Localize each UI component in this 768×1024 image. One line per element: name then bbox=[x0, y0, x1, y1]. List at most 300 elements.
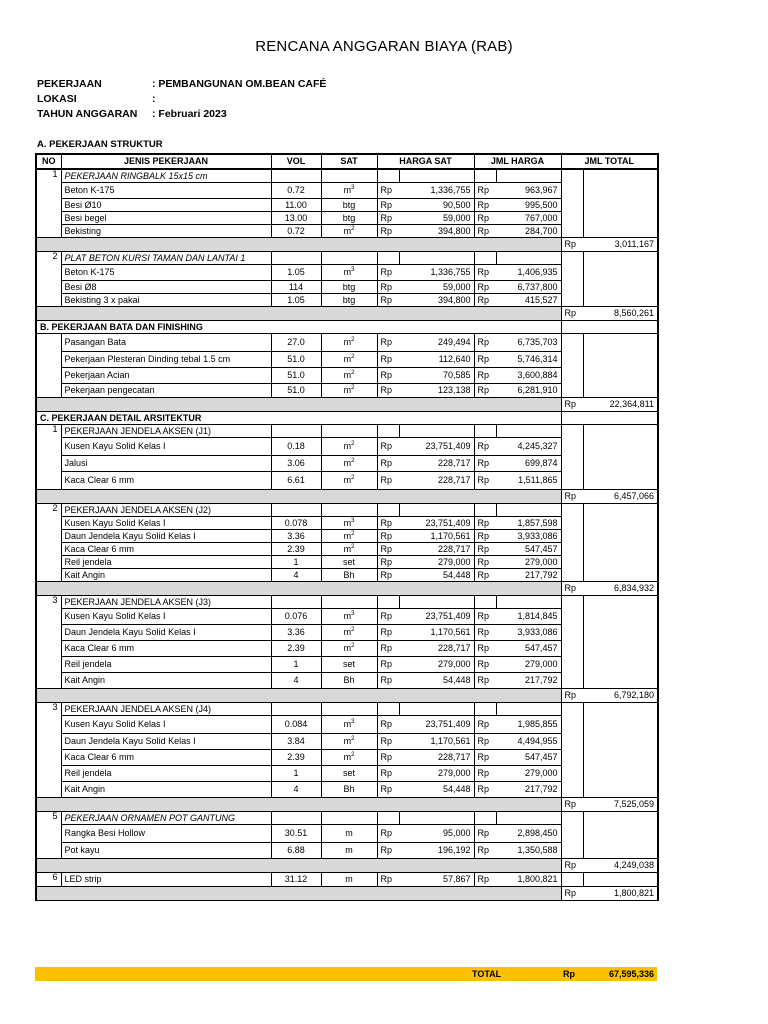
item-amount: 6,735,703 bbox=[496, 334, 561, 352]
subtotal-value: 6,834,932 bbox=[583, 582, 658, 596]
item-amount-currency: Rp bbox=[474, 843, 496, 859]
group-title: PEKERJAAN JENDELA AKSEN (J2) bbox=[61, 504, 271, 517]
item-volume: 51.0 bbox=[271, 368, 321, 384]
item-unit: Bh bbox=[321, 569, 377, 582]
item-price-currency: Rp bbox=[377, 609, 399, 625]
item-unit-price: 228,717 bbox=[399, 456, 474, 472]
group-number: 2 bbox=[36, 504, 61, 517]
blank-cell bbox=[377, 812, 399, 825]
grand-total-label: TOTAL bbox=[472, 969, 502, 979]
item-price-currency: Rp bbox=[377, 673, 399, 689]
header-jml-total: JML TOTAL bbox=[561, 154, 658, 169]
subtotal-value: 8,560,261 bbox=[583, 307, 658, 321]
subtotal-fill bbox=[36, 490, 561, 504]
item-amount: 279,000 bbox=[496, 556, 561, 569]
item-price-currency: Rp bbox=[377, 281, 399, 294]
subtotal-fill bbox=[36, 689, 561, 703]
item-row bbox=[36, 456, 658, 472]
total-blank bbox=[561, 504, 583, 517]
total-blank bbox=[583, 368, 658, 384]
total-blank bbox=[583, 384, 658, 398]
item-amount: 699,874 bbox=[496, 456, 561, 472]
subtotal-fill bbox=[36, 798, 561, 812]
group-number: 1 bbox=[36, 425, 61, 438]
total-blank bbox=[561, 716, 583, 734]
item-unit: set bbox=[321, 657, 377, 673]
subtotal-row bbox=[36, 307, 658, 321]
item-amount-currency: Rp bbox=[474, 873, 496, 887]
item-unit: $m^3$ bbox=[321, 183, 377, 199]
item-number bbox=[36, 716, 61, 734]
meta-value: : Februari 2023 bbox=[152, 108, 227, 120]
item-unit: set bbox=[321, 766, 377, 782]
subtotal-row bbox=[36, 887, 658, 901]
total-blank bbox=[561, 812, 583, 825]
blank-cell bbox=[321, 169, 377, 183]
item-number bbox=[36, 212, 61, 225]
item-price-currency: Rp bbox=[377, 843, 399, 859]
item-description: Daun Jendela Kayu Solid Kelas I bbox=[61, 530, 271, 543]
item-number bbox=[36, 641, 61, 657]
subtotal-currency: Rp bbox=[561, 582, 583, 596]
blank-cell bbox=[399, 252, 474, 265]
item-unit-price: 394,800 bbox=[399, 225, 474, 238]
item-price-currency: Rp bbox=[377, 766, 399, 782]
subtotal-value: 6,457,066 bbox=[583, 490, 658, 504]
item-unit-price: 1,336,755 bbox=[399, 183, 474, 199]
item-unit-price: 54,448 bbox=[399, 569, 474, 582]
item-number bbox=[36, 265, 61, 281]
item-number bbox=[36, 384, 61, 398]
item-unit-price: 249,494 bbox=[399, 334, 474, 352]
blank-cell bbox=[321, 504, 377, 517]
rab-table bbox=[35, 153, 659, 901]
item-unit-price: 196,192 bbox=[399, 843, 474, 859]
blank-cell bbox=[321, 703, 377, 716]
item-amount: 6,737,800 bbox=[496, 281, 561, 294]
total-blank bbox=[561, 843, 583, 859]
item-price-currency: Rp bbox=[377, 873, 399, 887]
total-blank bbox=[561, 873, 583, 887]
total-blank bbox=[561, 625, 583, 641]
item-description: Beton K-175 bbox=[61, 265, 271, 281]
section-title: B. PEKERJAAN BATA DAN FINISHING bbox=[36, 321, 561, 334]
item-amount: 3,600,884 bbox=[496, 368, 561, 384]
grand-total-bar bbox=[35, 967, 657, 981]
item-unit: $m^3$ bbox=[321, 265, 377, 281]
item-amount-currency: Rp bbox=[474, 750, 496, 766]
total-blank bbox=[583, 703, 658, 716]
item-volume: 2.39 bbox=[271, 750, 321, 766]
item-row bbox=[36, 368, 658, 384]
group-number: 5 bbox=[36, 812, 61, 825]
total-blank bbox=[583, 543, 658, 556]
item-amount: 547,457 bbox=[496, 750, 561, 766]
blank-cell bbox=[377, 252, 399, 265]
total-blank bbox=[561, 596, 583, 609]
total-blank bbox=[583, 825, 658, 843]
blank-cell bbox=[377, 425, 399, 438]
item-volume: 1 bbox=[271, 556, 321, 569]
item-number bbox=[36, 472, 61, 490]
item-unit: btg bbox=[321, 294, 377, 307]
item-number bbox=[36, 368, 61, 384]
subtotal-currency: Rp bbox=[561, 398, 583, 412]
group-title: PLAT BETON KURSI TAMAN DAN LANTAI 1 bbox=[61, 252, 271, 265]
item-description: Besi Ø8 bbox=[61, 281, 271, 294]
header-no: NO bbox=[36, 154, 61, 169]
subtotal-row bbox=[36, 859, 658, 873]
item-volume: 0.084 bbox=[271, 716, 321, 734]
item-amount: 1,800,821 bbox=[496, 873, 561, 887]
blank-cell bbox=[399, 169, 474, 183]
item-unit-price: 279,000 bbox=[399, 657, 474, 673]
item-unit-price: 57,867 bbox=[399, 873, 474, 887]
item-amount: 547,457 bbox=[496, 641, 561, 657]
blank-cell bbox=[474, 596, 496, 609]
total-blank bbox=[583, 265, 658, 281]
item-unit-price: 228,717 bbox=[399, 472, 474, 490]
total-blank bbox=[561, 703, 583, 716]
item-row bbox=[36, 641, 658, 657]
blank-cell bbox=[496, 252, 561, 265]
item-volume: 1 bbox=[271, 657, 321, 673]
blank-cell bbox=[399, 596, 474, 609]
group-header-row bbox=[36, 812, 658, 825]
total-blank bbox=[583, 334, 658, 352]
item-description: Kait Angin bbox=[61, 673, 271, 689]
total-blank bbox=[561, 334, 583, 352]
item-row bbox=[36, 384, 658, 398]
total-blank bbox=[561, 294, 583, 307]
item-description: Daun Jendela Kayu Solid Kelas I bbox=[61, 734, 271, 750]
meta-lokasi bbox=[37, 93, 156, 105]
item-number bbox=[36, 750, 61, 766]
group-title: PEKERJAAN JENDELA AKSEN (J4) bbox=[61, 703, 271, 716]
item-amount-currency: Rp bbox=[474, 334, 496, 352]
total-blank bbox=[561, 352, 583, 368]
total-blank bbox=[561, 472, 583, 490]
item-unit: $m^2$ bbox=[321, 456, 377, 472]
item-price-currency: Rp bbox=[377, 750, 399, 766]
total-blank bbox=[561, 252, 583, 265]
item-price-currency: Rp bbox=[377, 825, 399, 843]
item-price-currency: Rp bbox=[377, 368, 399, 384]
header-jml-harga: JML HARGA bbox=[474, 154, 561, 169]
total-blank bbox=[583, 734, 658, 750]
item-amount: 279,000 bbox=[496, 657, 561, 673]
total-blank bbox=[561, 412, 658, 425]
blank-cell bbox=[321, 596, 377, 609]
item-unit-price: 1,336,755 bbox=[399, 265, 474, 281]
section-row bbox=[36, 321, 658, 334]
item-amount-currency: Rp bbox=[474, 782, 496, 798]
subtotal-value: 7,525,059 bbox=[583, 798, 658, 812]
item-volume: 3.84 bbox=[271, 734, 321, 750]
item-number bbox=[36, 766, 61, 782]
blank-cell bbox=[321, 812, 377, 825]
blank-cell bbox=[271, 812, 321, 825]
blank-cell bbox=[496, 596, 561, 609]
grand-total-currency: Rp bbox=[563, 969, 575, 979]
item-price-currency: Rp bbox=[377, 517, 399, 530]
blank-cell bbox=[399, 425, 474, 438]
group-title: PEKERJAAN JENDELA AKSEN (J3) bbox=[61, 596, 271, 609]
item-row bbox=[36, 625, 658, 641]
total-blank bbox=[583, 766, 658, 782]
item-unit: $m^2$ bbox=[321, 438, 377, 456]
total-blank bbox=[561, 212, 583, 225]
total-blank bbox=[561, 641, 583, 657]
group-number: 3 bbox=[36, 703, 61, 716]
total-blank bbox=[561, 530, 583, 543]
subtotal-currency: Rp bbox=[561, 859, 583, 873]
item-unit-price: 228,717 bbox=[399, 641, 474, 657]
item-volume: 4 bbox=[271, 782, 321, 798]
blank-cell bbox=[321, 252, 377, 265]
item-number bbox=[36, 294, 61, 307]
item-amount-currency: Rp bbox=[474, 825, 496, 843]
total-blank bbox=[583, 750, 658, 766]
subtotal-row bbox=[36, 238, 658, 252]
total-blank bbox=[583, 873, 658, 887]
meta-value: : PEMBANGUNAN OM.BEAN CAFÉ bbox=[152, 78, 327, 90]
subtotal-fill bbox=[36, 859, 561, 873]
item-description: Kusen Kayu Solid Kelas I bbox=[61, 438, 271, 456]
item-description: Kaca Clear 6 mm bbox=[61, 750, 271, 766]
item-description: Beton K-175 bbox=[61, 183, 271, 199]
item-row bbox=[36, 825, 658, 843]
item-description: Pekerjaan pengecatan bbox=[61, 384, 271, 398]
item-description: LED strip bbox=[61, 873, 271, 887]
item-unit: $m^3$ bbox=[321, 609, 377, 625]
item-amount: 217,792 bbox=[496, 673, 561, 689]
total-blank bbox=[583, 673, 658, 689]
item-amount: 963,967 bbox=[496, 183, 561, 199]
item-amount: 2,898,450 bbox=[496, 825, 561, 843]
item-amount: 1,814,845 bbox=[496, 609, 561, 625]
item-price-currency: Rp bbox=[377, 569, 399, 582]
total-blank bbox=[561, 438, 583, 456]
item-unit-price: 228,717 bbox=[399, 543, 474, 556]
subtotal-value: 1,800,821 bbox=[583, 887, 658, 901]
item-description: Bekisting 3 x pakai bbox=[61, 294, 271, 307]
item-volume: 0.076 bbox=[271, 609, 321, 625]
item-amount: 1,857,598 bbox=[496, 517, 561, 530]
item-amount-currency: Rp bbox=[474, 438, 496, 456]
item-amount: 1,406,935 bbox=[496, 265, 561, 281]
item-volume: 30.51 bbox=[271, 825, 321, 843]
item-unit: set bbox=[321, 556, 377, 569]
item-price-currency: Rp bbox=[377, 352, 399, 368]
item-amount-currency: Rp bbox=[474, 199, 496, 212]
item-description: Besi begel bbox=[61, 212, 271, 225]
total-blank bbox=[583, 252, 658, 265]
item-row bbox=[36, 543, 658, 556]
item-unit: btg bbox=[321, 281, 377, 294]
item-amount: 4,494,955 bbox=[496, 734, 561, 750]
item-volume: 0.078 bbox=[271, 517, 321, 530]
table-body bbox=[36, 169, 658, 901]
blank-cell bbox=[474, 504, 496, 517]
item-number bbox=[36, 609, 61, 625]
item-amount: 767,000 bbox=[496, 212, 561, 225]
total-blank bbox=[561, 425, 583, 438]
item-price-currency: Rp bbox=[377, 543, 399, 556]
item-row bbox=[36, 438, 658, 456]
item-unit: $m^2$ bbox=[321, 750, 377, 766]
subtotal-currency: Rp bbox=[561, 798, 583, 812]
item-description: Kusen Kayu Solid Kelas I bbox=[61, 716, 271, 734]
item-number bbox=[36, 673, 61, 689]
item-row bbox=[36, 569, 658, 582]
total-blank bbox=[583, 556, 658, 569]
item-row bbox=[36, 766, 658, 782]
total-blank bbox=[561, 281, 583, 294]
total-blank bbox=[583, 517, 658, 530]
blank-cell bbox=[474, 169, 496, 183]
item-volume: 27.0 bbox=[271, 334, 321, 352]
item-row bbox=[36, 673, 658, 689]
total-blank bbox=[583, 569, 658, 582]
total-blank bbox=[561, 657, 583, 673]
meta-value: : bbox=[152, 93, 156, 105]
item-volume: 0.72 bbox=[271, 225, 321, 238]
item-amount: 5,746,314 bbox=[496, 352, 561, 368]
header-harga-sat: HARGA SAT bbox=[377, 154, 474, 169]
blank-cell bbox=[377, 596, 399, 609]
item-description: Bekisting bbox=[61, 225, 271, 238]
item-row bbox=[36, 183, 658, 199]
subtotal-fill bbox=[36, 398, 561, 412]
item-amount: 3,933,086 bbox=[496, 530, 561, 543]
total-blank bbox=[583, 294, 658, 307]
total-blank bbox=[583, 472, 658, 490]
subtotal-fill bbox=[36, 307, 561, 321]
group-title: PEKERJAAN ORNAMEN POT GANTUNG bbox=[61, 812, 271, 825]
item-description: Kait Angin bbox=[61, 782, 271, 798]
subtotal-row bbox=[36, 798, 658, 812]
blank-cell bbox=[271, 504, 321, 517]
item-row bbox=[36, 609, 658, 625]
blank-cell bbox=[496, 703, 561, 716]
group-title: PEKERJAAN RINGBALK 15x15 cm bbox=[61, 169, 271, 183]
item-amount-currency: Rp bbox=[474, 716, 496, 734]
item-row bbox=[36, 472, 658, 490]
item-volume: 13.00 bbox=[271, 212, 321, 225]
item-volume: 3.36 bbox=[271, 530, 321, 543]
item-amount-currency: Rp bbox=[474, 569, 496, 582]
subtotal-fill bbox=[36, 582, 561, 596]
total-blank bbox=[561, 169, 583, 183]
item-amount-currency: Rp bbox=[474, 225, 496, 238]
subtotal-row bbox=[36, 582, 658, 596]
total-blank bbox=[561, 456, 583, 472]
item-price-currency: Rp bbox=[377, 716, 399, 734]
item-description: Reil jendela bbox=[61, 766, 271, 782]
table-header-row bbox=[36, 154, 658, 169]
total-blank bbox=[583, 843, 658, 859]
item-amount: 217,792 bbox=[496, 569, 561, 582]
item-row bbox=[36, 265, 658, 281]
item-description: Pot kayu bbox=[61, 843, 271, 859]
item-number bbox=[36, 352, 61, 368]
item-row bbox=[36, 556, 658, 569]
total-blank bbox=[561, 673, 583, 689]
item-unit-price: 228,717 bbox=[399, 750, 474, 766]
total-blank bbox=[561, 766, 583, 782]
item-volume: 0.72 bbox=[271, 183, 321, 199]
total-blank bbox=[561, 368, 583, 384]
group-title: PEKERJAAN JENDELA AKSEN (J1) bbox=[61, 425, 271, 438]
item-volume: 1 bbox=[271, 766, 321, 782]
blank-cell bbox=[377, 703, 399, 716]
item-amount: 3,933,086 bbox=[496, 625, 561, 641]
item-row bbox=[36, 517, 658, 530]
item-amount-currency: Rp bbox=[474, 368, 496, 384]
item-amount-currency: Rp bbox=[474, 766, 496, 782]
item-price-currency: Rp bbox=[377, 625, 399, 641]
item-amount-currency: Rp bbox=[474, 641, 496, 657]
item-description: Reil jendela bbox=[61, 556, 271, 569]
blank-cell bbox=[399, 703, 474, 716]
group-number: 6 bbox=[36, 873, 61, 887]
blank-cell bbox=[399, 504, 474, 517]
subtotal-value: 3,011,167 bbox=[583, 238, 658, 252]
item-row bbox=[36, 530, 658, 543]
group-number: 2 bbox=[36, 252, 61, 265]
item-price-currency: Rp bbox=[377, 472, 399, 490]
total-blank bbox=[583, 212, 658, 225]
total-blank bbox=[561, 734, 583, 750]
blank-cell bbox=[271, 596, 321, 609]
subtotal-currency: Rp bbox=[561, 307, 583, 321]
section-a-title: A. PEKERJAAN STRUKTUR bbox=[37, 139, 163, 150]
item-description: Kusen Kayu Solid Kelas I bbox=[61, 609, 271, 625]
item-volume: 0.18 bbox=[271, 438, 321, 456]
item-volume: 11.00 bbox=[271, 199, 321, 212]
item-unit-price: 1,170,561 bbox=[399, 625, 474, 641]
meta-key: TAHUN ANGGARAN bbox=[37, 108, 138, 120]
item-price-currency: Rp bbox=[377, 556, 399, 569]
section-title: C. PEKERJAAN DETAIL ARSITEKTUR bbox=[36, 412, 561, 425]
blank-cell bbox=[496, 812, 561, 825]
item-unit: m bbox=[321, 873, 377, 887]
item-amount-currency: Rp bbox=[474, 673, 496, 689]
total-blank bbox=[583, 352, 658, 368]
item-volume: 114 bbox=[271, 281, 321, 294]
blank-cell bbox=[377, 504, 399, 517]
group-header-row bbox=[36, 169, 658, 183]
group-header-row bbox=[36, 596, 658, 609]
item-row bbox=[36, 750, 658, 766]
item-volume: 2.39 bbox=[271, 543, 321, 556]
item-amount: 415,527 bbox=[496, 294, 561, 307]
subtotal-currency: Rp bbox=[561, 887, 583, 901]
total-blank bbox=[583, 425, 658, 438]
total-blank bbox=[583, 625, 658, 641]
item-number bbox=[36, 530, 61, 543]
item-description: Pasangan Bata bbox=[61, 334, 271, 352]
item-unit: $m^2$ bbox=[321, 472, 377, 490]
total-blank bbox=[583, 530, 658, 543]
item-amount-currency: Rp bbox=[474, 456, 496, 472]
item-amount: 279,000 bbox=[496, 766, 561, 782]
item-price-currency: Rp bbox=[377, 641, 399, 657]
total-blank bbox=[583, 657, 658, 673]
subtotal-currency: Rp bbox=[561, 490, 583, 504]
meta-pekerjaan bbox=[37, 78, 326, 90]
